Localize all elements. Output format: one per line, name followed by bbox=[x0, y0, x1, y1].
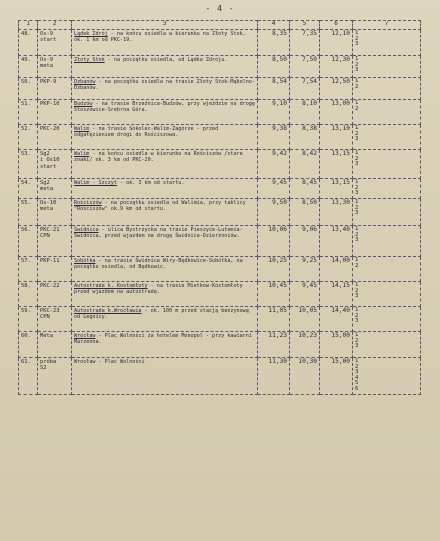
time-t6: 13,15 bbox=[320, 150, 353, 179]
location-description bbox=[72, 56, 258, 78]
place-details: - na trasie Brzeźnica-Budzów, przy wjeździe na drogę Stoszowice-Srebrna Góra. bbox=[74, 101, 255, 114]
checkpoint-code bbox=[38, 100, 72, 125]
table-row bbox=[19, 358, 421, 395]
time-t4: 8,50 bbox=[258, 56, 290, 78]
step-number: 6 bbox=[355, 385, 359, 392]
row-number: 58. bbox=[19, 282, 38, 307]
checkpoint-table bbox=[18, 20, 421, 395]
step-number: 3 bbox=[355, 161, 359, 168]
place-name: Autostrada k. Kostomłoty bbox=[74, 283, 148, 289]
time-t6: 13,10 bbox=[320, 125, 353, 150]
time-t4: 9,42 bbox=[258, 150, 290, 179]
row-number: 61. bbox=[19, 358, 38, 395]
step-number: 3 bbox=[355, 136, 359, 143]
step-number: 1 bbox=[355, 179, 359, 185]
row-number: 60. bbox=[19, 332, 38, 358]
step-number: 2 bbox=[355, 130, 359, 137]
place-details: - na trasie Świdnica Wiry-Będkowice-Sobótka, na początku osiedla, od Będkowic. bbox=[74, 258, 243, 271]
table-row bbox=[19, 179, 421, 199]
location-description bbox=[72, 30, 258, 56]
code-line: meta bbox=[40, 186, 53, 193]
code-line: PKP-10 bbox=[40, 101, 60, 107]
table-row bbox=[19, 150, 421, 179]
checkpoint-code bbox=[38, 150, 72, 179]
time-t6: 13,30 bbox=[320, 199, 353, 226]
row-number: 54. bbox=[19, 179, 38, 199]
step-list bbox=[353, 150, 421, 179]
code-line: Os-10 bbox=[40, 200, 57, 206]
place-details: - ok. 3 km od startu. bbox=[116, 180, 185, 186]
column-header: 6 bbox=[320, 21, 353, 30]
code-line: PKC-21 bbox=[40, 227, 60, 233]
location-description bbox=[72, 257, 258, 282]
time-t6: 12,30 bbox=[320, 56, 353, 78]
place-details: - na początku osiedla na trasie Złoty Stok-Mąkolno-Dzbanów. bbox=[74, 79, 255, 92]
code-line: S2 bbox=[40, 365, 47, 372]
time-t5: 8,45 bbox=[290, 179, 320, 199]
time-t5: 8,38 bbox=[290, 125, 320, 150]
step-number: 3 bbox=[355, 190, 359, 197]
time-t5: 7,35 bbox=[290, 30, 320, 56]
time-t4: 8,54 bbox=[258, 78, 290, 100]
place-name: Wrocław bbox=[74, 333, 96, 339]
table-body bbox=[19, 30, 421, 395]
time-t5: 8,50 bbox=[290, 199, 320, 226]
step-number: 4 bbox=[355, 374, 359, 381]
step-number: 3 bbox=[355, 293, 359, 300]
time-t5: 7,54 bbox=[290, 78, 320, 100]
time-t6: 13,15 bbox=[320, 179, 353, 199]
row-number: 59. bbox=[19, 307, 38, 332]
step-number: 2 bbox=[355, 184, 359, 191]
place-name: Rościszów bbox=[74, 200, 102, 206]
place-details: - ulica Bystrzycka na trasie Pieszyce-Lutomia-Świdnica, przed wjazdem na drogę Świdnica-Dzierżoniów. bbox=[74, 227, 243, 240]
step-number: 2 bbox=[355, 155, 359, 162]
time-t5: 10,23 bbox=[290, 332, 320, 358]
table-row bbox=[19, 199, 421, 226]
step-list bbox=[353, 226, 421, 257]
time-t6: 12,50 bbox=[320, 78, 353, 100]
step-number: 1 bbox=[355, 56, 359, 62]
place-name: Walim - Szczyt bbox=[74, 180, 117, 186]
step-number: 3 bbox=[355, 237, 359, 244]
code-line: PKC-23 bbox=[40, 308, 60, 314]
step-number: 1 bbox=[355, 257, 359, 263]
location-description bbox=[72, 179, 258, 199]
place-details: - ok. 100 m przed stacją benzynową od Legnicy. bbox=[74, 308, 249, 321]
place-details: - na trasie Mietków-Kostomłoty przed wjazdem na autostradę. bbox=[74, 283, 243, 296]
code-line: PKC-20 bbox=[40, 126, 60, 132]
place-details: - Plac Wolności za hotelem Monopol - przy kawiarni Marzenna. bbox=[74, 333, 252, 346]
time-t4: 10,45 bbox=[258, 282, 290, 307]
time-t4: 11,23 bbox=[258, 332, 290, 358]
time-t5: 10,30 bbox=[290, 358, 320, 395]
checkpoint-code bbox=[38, 56, 72, 78]
place-name: Walim bbox=[74, 126, 90, 132]
checkpoint-code bbox=[38, 78, 72, 100]
step-list bbox=[353, 307, 421, 332]
time-t6: 14,40 bbox=[320, 307, 353, 332]
checkpoint-code bbox=[38, 125, 72, 150]
step-list bbox=[353, 358, 421, 395]
time-t6: 12,10 bbox=[320, 30, 353, 56]
location-description bbox=[72, 307, 258, 332]
step-number: 1 bbox=[355, 30, 359, 36]
row-number: 49. bbox=[19, 56, 38, 78]
time-t5: 8,10 bbox=[290, 100, 320, 125]
step-number: 3 bbox=[355, 318, 359, 325]
step-number: 3 bbox=[355, 41, 359, 48]
code-line: próba bbox=[40, 359, 57, 365]
step-number: 3 bbox=[355, 369, 359, 376]
table-row bbox=[19, 30, 421, 56]
table-row bbox=[19, 100, 421, 125]
place-name: Złoty Stok bbox=[74, 57, 105, 63]
time-t4: 9,45 bbox=[258, 179, 290, 199]
time-t4: 8,35 bbox=[258, 30, 290, 56]
time-t4: 10,25 bbox=[258, 257, 290, 282]
place-details: - na początku osiedla, od Lądka Zdroju. bbox=[104, 57, 228, 63]
location-description bbox=[72, 358, 258, 395]
step-list bbox=[353, 179, 421, 199]
code-line: PKP-9 bbox=[40, 79, 57, 85]
column-header: 1 bbox=[19, 21, 38, 30]
code-line: Sg2 bbox=[40, 151, 50, 157]
location-description bbox=[72, 100, 258, 125]
table-row bbox=[19, 282, 421, 307]
step-number: 1 bbox=[355, 358, 359, 364]
table-row bbox=[19, 307, 421, 332]
location-description bbox=[72, 150, 258, 179]
code-line: Os-9 bbox=[40, 57, 53, 63]
code-line: CPN bbox=[40, 314, 50, 321]
checkpoint-code bbox=[38, 199, 72, 226]
table-row bbox=[19, 257, 421, 282]
step-number: 1 bbox=[355, 282, 359, 288]
step-list bbox=[353, 78, 421, 100]
time-t5: 9,06 bbox=[290, 226, 320, 257]
location-description bbox=[72, 78, 258, 100]
step-number: 2 bbox=[355, 35, 359, 42]
place-details: Wrocław - Plac Wolności bbox=[74, 359, 145, 365]
time-t6: 14,15 bbox=[320, 282, 353, 307]
place-details: - na końcu osiedla w kierunku na Złoty Stok, ok. 1 km od PKC-19. bbox=[74, 31, 246, 44]
time-t6: 15,00 bbox=[320, 358, 353, 395]
code-line: meta bbox=[40, 63, 53, 70]
column-header: 4 bbox=[258, 21, 290, 30]
code-line: Os-9 bbox=[40, 31, 53, 37]
row-number: 56. bbox=[19, 226, 38, 257]
time-t6: 15,00 bbox=[320, 332, 353, 358]
column-header: 2 bbox=[38, 21, 72, 30]
row-number: 51. bbox=[19, 100, 38, 125]
place-name: Świdnica bbox=[74, 227, 99, 233]
row-number: 57. bbox=[19, 257, 38, 282]
place-details: - na trasie Sokolec-Walim-Zagórze - przed odgałęzieniem drogi do Rościszowa. bbox=[74, 126, 219, 139]
time-t6: 13,00 bbox=[320, 100, 353, 125]
code-line: i Os10 bbox=[40, 157, 60, 164]
step-number: 1 bbox=[355, 125, 359, 131]
step-number: 2 bbox=[355, 83, 359, 90]
table-row bbox=[19, 332, 421, 358]
step-number: 2 bbox=[355, 262, 359, 269]
step-number: 1 bbox=[355, 199, 359, 205]
step-number: 1 bbox=[355, 307, 359, 313]
place-details: - na końcu osiedla w kierunku na Rościszów /stare znaki/ ok. 3 km od PKC-20. bbox=[74, 151, 243, 164]
step-number: 1 bbox=[355, 332, 359, 338]
row-number: 52. bbox=[19, 125, 38, 150]
step-number: 2 bbox=[355, 231, 359, 238]
place-name: Autostrada k.Wrocławia bbox=[74, 308, 142, 314]
time-t5: 9,25 bbox=[290, 257, 320, 282]
step-list bbox=[353, 257, 421, 282]
step-list bbox=[353, 282, 421, 307]
step-list bbox=[353, 30, 421, 56]
step-number: 3 bbox=[355, 67, 359, 74]
code-line: start bbox=[40, 163, 57, 170]
row-number: 48. bbox=[19, 30, 38, 56]
checkpoint-code bbox=[38, 332, 72, 358]
location-description bbox=[72, 282, 258, 307]
step-number: 5 bbox=[355, 380, 359, 387]
time-t5: 8,42 bbox=[290, 150, 320, 179]
checkpoint-code bbox=[38, 30, 72, 56]
row-number: 50. bbox=[19, 78, 38, 100]
step-number: 2 bbox=[355, 337, 359, 344]
row-number: 53. bbox=[19, 150, 38, 179]
checkpoint-code bbox=[38, 282, 72, 307]
time-t4: 9,10 bbox=[258, 100, 290, 125]
column-header: 7 bbox=[353, 21, 421, 30]
time-t4: 11,30 bbox=[258, 358, 290, 395]
checkpoint-code bbox=[38, 226, 72, 257]
row-number: 55. bbox=[19, 199, 38, 226]
location-description bbox=[72, 199, 258, 226]
step-number: 2 bbox=[355, 61, 359, 68]
step-number: 1 bbox=[355, 226, 359, 232]
step-list bbox=[353, 199, 421, 226]
step-number: 3 bbox=[355, 343, 359, 350]
table-row bbox=[19, 125, 421, 150]
location-description bbox=[72, 226, 258, 257]
step-number: 3 bbox=[355, 210, 359, 217]
time-t4: 9,50 bbox=[258, 199, 290, 226]
time-t6: 13,40 bbox=[320, 226, 353, 257]
time-t5: 9,45 bbox=[290, 282, 320, 307]
step-number: 1 bbox=[355, 100, 359, 106]
table-row bbox=[19, 56, 421, 78]
location-description bbox=[72, 332, 258, 358]
time-t5: 7,50 bbox=[290, 56, 320, 78]
step-number: 2 bbox=[355, 312, 359, 319]
column-header: 5 bbox=[290, 21, 320, 30]
place-name: Dzbanów bbox=[74, 79, 96, 85]
checkpoint-code bbox=[38, 179, 72, 199]
time-t6: 14,00 bbox=[320, 257, 353, 282]
table-row bbox=[19, 226, 421, 257]
location-description bbox=[72, 125, 258, 150]
place-name: Budzów bbox=[74, 101, 93, 107]
checkpoint-code bbox=[38, 257, 72, 282]
time-t5: 10,05 bbox=[290, 307, 320, 332]
time-t4: 11,05 bbox=[258, 307, 290, 332]
code-line: start bbox=[40, 37, 57, 44]
step-list bbox=[353, 125, 421, 150]
code-line: PKC-22 bbox=[40, 283, 60, 289]
step-number: 1 bbox=[355, 78, 359, 84]
code-line: Meta bbox=[40, 333, 53, 339]
step-number: 2 bbox=[355, 204, 359, 211]
code-line: Sg2 bbox=[40, 180, 50, 186]
step-number: 2 bbox=[355, 105, 359, 112]
code-line: CPN bbox=[40, 233, 50, 240]
time-t4: 10,06 bbox=[258, 226, 290, 257]
table-row bbox=[19, 78, 421, 100]
checkpoint-code bbox=[38, 358, 72, 395]
code-line: meta bbox=[40, 206, 53, 213]
checkpoint-code bbox=[38, 307, 72, 332]
place-name: Lądek Zdrój bbox=[74, 31, 108, 37]
step-list bbox=[353, 56, 421, 78]
header-row bbox=[19, 21, 421, 30]
step-number: 2 bbox=[355, 287, 359, 294]
column-header: 3 bbox=[72, 21, 258, 30]
time-t4: 9,38 bbox=[258, 125, 290, 150]
place-name: Walim bbox=[74, 151, 90, 157]
step-number: 2 bbox=[355, 363, 359, 370]
code-line: PKP-11 bbox=[40, 258, 60, 264]
step-list bbox=[353, 100, 421, 125]
step-number: 1 bbox=[355, 150, 359, 156]
page-number: - 4 - bbox=[205, 4, 235, 13]
step-list bbox=[353, 332, 421, 358]
place-name: Sobótka bbox=[74, 258, 96, 264]
place-details: - na początku osiedla od Walimia, przy tablicy "Rościszów" ok.9 km od startu. bbox=[74, 200, 246, 213]
